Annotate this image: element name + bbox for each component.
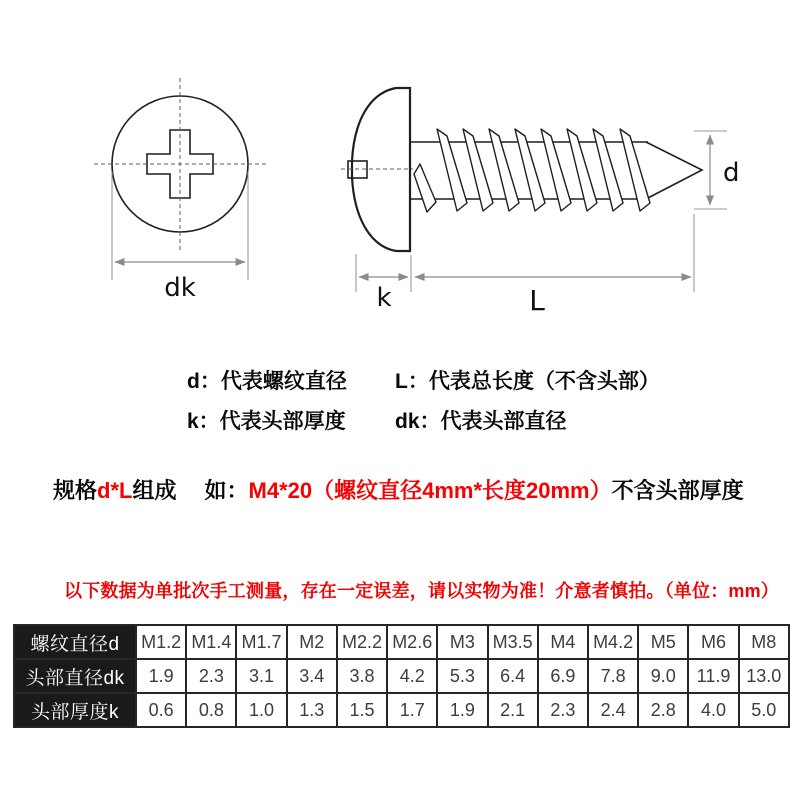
table-cell: 11.9 [688,659,738,693]
table-cell: 2.1 [488,693,538,727]
table-cell: 3.8 [337,659,387,693]
table-cell: 1.9 [437,693,487,727]
row-header: 头部直径dk [14,659,136,693]
spec-text: 组成 [132,478,177,503]
legend-total-length: L：代表总长度（不含头部） [395,370,660,393]
spec-example: M4*20（螺纹直径4mm*长度20mm） [248,478,612,503]
spec-text: 不含头部厚度 [611,478,744,503]
table-cell: M2 [287,625,337,659]
table-cell: 0.8 [186,693,236,727]
table-cell: 1.9 [136,659,186,693]
table-cell: M3 [437,625,487,659]
table-cell: 1.0 [236,693,286,727]
dimension-table [13,624,790,728]
table-cell: M6 [688,625,738,659]
table-cell: M2.6 [387,625,437,659]
k-dimension-label: k [376,283,392,313]
table-cell: M3.5 [488,625,538,659]
table-cell: M2.2 [337,625,387,659]
spec-formula: d*L [97,478,133,503]
table-cell: 2.3 [538,693,588,727]
spec-text: 规格 [53,478,98,503]
table-cell: 4.2 [387,659,437,693]
row-header: 头部厚度k [14,693,136,727]
table-cell: M4.2 [588,625,638,659]
table-cell: M4 [538,625,588,659]
spec-composition-line [53,474,744,505]
table-cell: 4.0 [688,693,738,727]
table-cell: 2.8 [638,693,688,727]
table-cell: 1.5 [337,693,387,727]
table-cell: 0.6 [136,693,186,727]
table-cell: 13.0 [739,659,789,693]
table-cell: 3.1 [236,659,286,693]
table-cell: M5 [638,625,688,659]
table-cell: 1.7 [387,693,437,727]
table-row-head-thickness [14,693,789,727]
table-cell: 9.0 [638,659,688,693]
table-cell: M1.2 [136,625,186,659]
table-cell: M8 [739,625,789,659]
legend-head-diameter: dk：代表头部直径 [395,410,567,433]
table-cell: 7.8 [588,659,638,693]
legend-thread-diameter: d：代表螺纹直径 [187,370,347,393]
screw-technical-drawing [0,0,800,345]
table-row-thread-diameter [14,625,789,659]
d-dimension-label: d [723,158,740,188]
dk-dimension-label: dk [164,273,196,303]
table-row-head-diameter [14,659,789,693]
legend-head-thickness: k：代表头部厚度 [187,410,346,433]
table-cell: 6.9 [538,659,588,693]
table-cell: 1.3 [287,693,337,727]
screw-head-top-view [94,78,266,303]
screw-side-view [341,88,740,317]
L-dimension-label: L [529,284,545,317]
table-cell: 2.4 [588,693,638,727]
measurement-warning: 以下数据为单批次手工测量，存在一定误差，请以实物为准！介意者慎拍。（单位：mm） [64,581,780,601]
screw-head-profile [352,88,410,251]
table-cell: 3.4 [287,659,337,693]
table-cell: M1.7 [236,625,286,659]
table-cell: 5.0 [739,693,789,727]
table-cell: M1.4 [186,625,236,659]
row-header: 螺纹直径d [14,625,136,659]
table-cell: 6.4 [488,659,538,693]
table-cell: 5.3 [437,659,487,693]
screw-point [646,142,702,199]
table-cell: 2.3 [186,659,236,693]
spec-example-label: 如： [204,478,249,503]
